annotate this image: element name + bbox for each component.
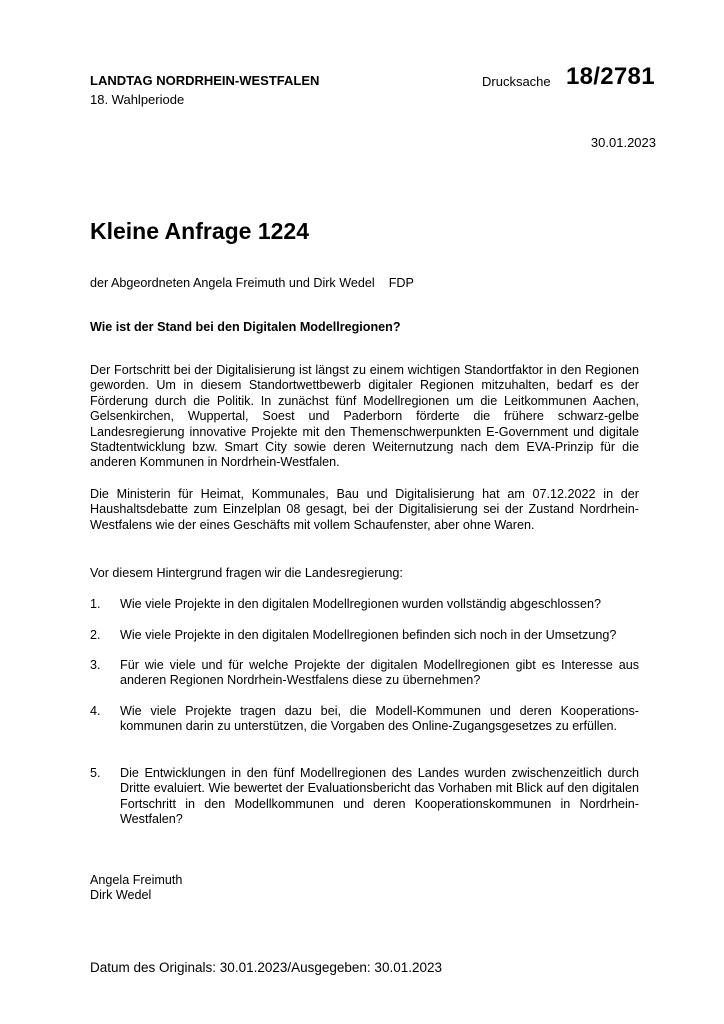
- footer-dates: Datum des Originals: 30.01.2023/Ausgegeben: 30.01.2023: [90, 960, 443, 975]
- question-number: 4.: [90, 704, 101, 718]
- question-text: Wie viele Projekte in den digitalen Modellregionen befinden sich noch in der Umsetzung?: [120, 628, 617, 642]
- legislative-period: 18. Wahlperiode: [90, 92, 185, 107]
- paragraph: Der Fortschritt bei der Digitalisierung ist längst zu einem wichtigen Standortfaktor in den Regionen geworden. Um in diesem Standortwettbewerb digitaler Regionen mitzuhalten, bedarf es der Förderung durch die Politik. In zunächst fünf Modellregionen um die Leitkommunen Aachen, Gelsenkirchen, Wuppertal, Soest und Paderborn förderte die frühere schwarz-gelbe Landesregierung innovative Projekte mit den Themenschwerpunkten E-Government und digitale Stadtentwicklung bzw. Smart City sowie deren Weiternutzung nach dem EVA-Prinzip für die anderen Kommunen in Nordrhein-Westfalen.: [90, 363, 639, 470]
- question-item: [90, 766, 639, 828]
- page-title: Kleine Anfrage 1224: [90, 218, 310, 244]
- question-item: [90, 704, 639, 735]
- document-number: 18/2781: [566, 63, 655, 90]
- question-item: [90, 597, 639, 612]
- question-text: Die Entwicklungen in den fünf Modellregionen des Landes wurden zwischenzeitlich durch Dritte evaluiert. Wie bewertet der Evaluationsbericht das Vorhaben mit Blick auf den digitalen Fortschritt in den Modellkommunen und deren Kooperationskommunen in Nordrhein-Westfalen?: [120, 766, 639, 827]
- signatory: Angela Freimuth: [90, 873, 183, 887]
- document-label: Drucksache: [482, 74, 551, 89]
- questions-intro: Vor diesem Hintergrund fragen wir die Landesregierung:: [90, 566, 403, 580]
- question-number: 3.: [90, 658, 101, 672]
- question-text: Wie viele Projekte tragen dazu bei, die Modell-Kommunen und deren Kooperations-kommunen darin zu unterstützen, die Vorgaben des Online-Zugangsgesetzes zu erfüllen.: [120, 704, 639, 734]
- document-date: 30.01.2023: [590, 135, 656, 150]
- party-name: FDP: [388, 276, 414, 290]
- question-number: 1.: [90, 597, 101, 611]
- question-item: [90, 658, 639, 689]
- authors-line: [90, 276, 414, 290]
- question-heading: Wie ist der Stand bei den Digitalen Modellregionen?: [90, 320, 401, 334]
- signatory: Dirk Wedel: [90, 888, 152, 902]
- question-item: [90, 628, 639, 643]
- paragraph: Die Ministerin für Heimat, Kommunales, Bau und Digitalisierung hat am 07.12.2022 in der Haushaltsdebatte zum Einzelplan 08 gesagt, bei der Digitalisierung sei der Zustand Nordrhein-Westfalens wie der eines Geschäfts mit vollem Schaufenster, aber ohne Waren.: [90, 487, 639, 532]
- question-text: Für wie viele und für welche Projekte der digitalen Modellregionen gibt es Interesse aus anderen Regionen Nordrhein-Westfalens diese zu übernehmen?: [120, 658, 639, 688]
- parliament-name: LANDTAG NORDRHEIN-WESTFALEN: [90, 73, 320, 88]
- authors-text: der Abgeordneten Angela Freimuth und Dirk Wedel: [90, 276, 375, 290]
- question-number: 2.: [90, 628, 101, 642]
- question-text: Wie viele Projekte in den digitalen Modellregionen wurden vollständig abgeschlossen?: [120, 597, 601, 611]
- question-number: 5.: [90, 766, 101, 780]
